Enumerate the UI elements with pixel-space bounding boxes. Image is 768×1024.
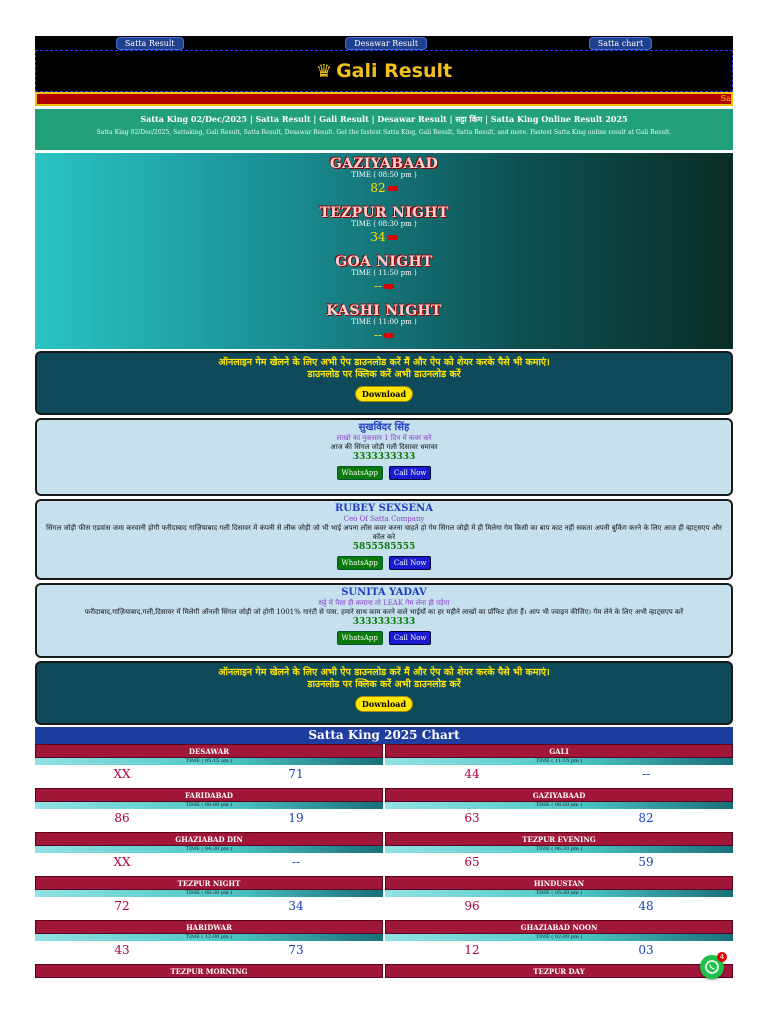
yesterday-result: 86 — [114, 811, 130, 825]
yesterday-result: 43 — [114, 943, 130, 957]
chart-cell-haridwar — [35, 920, 383, 964]
game-name[interactable]: FARIDABAD — [35, 788, 383, 802]
ad-line-2: डाउनलोड पर क्लिक करें अभी डाउनलोड करें — [307, 679, 461, 690]
game-time: TIME ( 05:30 pm ) — [385, 890, 733, 897]
top-nav — [35, 36, 733, 50]
result-value: -- — [373, 328, 383, 342]
today-result: -- — [291, 855, 301, 869]
download-ad-bottom — [35, 661, 733, 725]
result-value: 34 — [370, 230, 386, 244]
agent-tagline: लाखो का नुकसान 1 दिन में कवर करे — [336, 434, 432, 442]
game-name[interactable]: GHAZIABAD DIN — [35, 832, 383, 846]
game-name[interactable]: TEZPUR DAY — [385, 964, 733, 978]
today-result: 34 — [288, 899, 304, 913]
yesterday-result: 44 — [464, 767, 480, 781]
result-time: TIME ( 11:50 pm ) — [351, 269, 417, 277]
chart-cell-tezpur-evening — [385, 832, 733, 876]
chart-cell-desawar — [35, 744, 383, 788]
logo-bar — [35, 50, 733, 92]
agent-card-sukhwinder — [35, 418, 733, 496]
game-name[interactable]: TEZPUR NIGHT — [35, 876, 383, 890]
ad-line-1: ऑनलाइन गेम खेलने के लिए अभी ऐप डाउनलोड करें मैं और ऐप को शेयर करके पैसे भी कमाएं। — [218, 667, 550, 678]
whatsapp-float-button[interactable] — [700, 955, 724, 979]
today-result: 19 — [288, 811, 304, 825]
game-time: TIME ( 04:30 pm ) — [35, 846, 383, 853]
yesterday-result: XX — [113, 767, 131, 781]
chart-cell-gaziyabaad — [385, 788, 733, 832]
whatsapp-button[interactable]: WhatsApp — [337, 631, 383, 645]
download-button[interactable]: Download — [355, 696, 413, 712]
result-goa-night — [35, 251, 733, 300]
game-name[interactable]: DESAWAR — [35, 744, 383, 758]
game-name[interactable]: TEZPUR MORNING — [35, 964, 383, 978]
yesterday-result: 65 — [464, 855, 480, 869]
today-result: -- — [641, 767, 651, 781]
yesterday-result: XX — [113, 855, 131, 869]
result-name: GOA NIGHT — [335, 254, 433, 270]
game-time: TIME ( 11:55 pm ) — [385, 758, 733, 765]
chart-cell-ghaziabad-noon — [385, 920, 733, 964]
marquee-bar — [35, 92, 733, 106]
today-result: 59 — [638, 855, 654, 869]
call-now-button[interactable]: Call Now — [389, 466, 432, 480]
result-tezpur-night — [35, 202, 733, 251]
today-result: 48 — [638, 899, 654, 913]
today-result: 82 — [638, 811, 654, 825]
agent-description: सिंगल जोड़ी फीस एडवांस जमा करवानी होगी फरीदाबाद गाज़ियाबाद गली दिसावर में कंपनी से लीक जोड़ी जो भी भाई अपना लॉस कवर करना चाहते हो गेम सिंगल जोड़ी में ही मिलेगा गेम किसी का बाप काट नहीं सकता अपनी बुकिंग करने के लिए आज ही व्हाट्सएप और कॉल करे — [46, 524, 722, 541]
game-name[interactable]: TEZPUR EVENING — [385, 832, 733, 846]
whatsapp-button[interactable]: WhatsApp — [337, 556, 383, 570]
ad-line-1: ऑनलाइन गेम खेलने के लिए अभी ऐप डाउनलोड करें मैं और ऐप को शेयर करके पैसे भी कमाएं। — [218, 357, 550, 368]
agent-name: RUBEY SEXSENA — [334, 503, 434, 514]
result-time: TIME ( 08:50 pm ) — [351, 171, 417, 179]
game-time: TIME ( 02:00 pm ) — [385, 934, 733, 941]
yesterday-result: 72 — [114, 899, 130, 913]
result-time: TIME ( 08:30 pm ) — [351, 220, 417, 228]
today-result: 73 — [288, 943, 304, 957]
game-name[interactable]: GAZIYABAAD — [385, 788, 733, 802]
today-result: 71 — [288, 767, 304, 781]
result-gaziyabaad — [35, 153, 733, 202]
chart-cell-ghaziabad-din — [35, 832, 383, 876]
crown-icon: ♛ — [315, 60, 333, 82]
result-kashi-night — [35, 300, 733, 349]
nav-desawar-result[interactable]: Desawar Result — [345, 37, 427, 50]
chart-cell-faridabad — [35, 788, 383, 832]
site-logo[interactable] — [316, 60, 452, 82]
info-headline: Satta King 02/Dec/2025 | Satta Result | Gali Result | Desawar Result | सट्टा किंग | Satta King Online Result 2025 — [140, 114, 628, 124]
game-time: TIME ( 06:00 pm ) — [35, 802, 383, 809]
chart-cell-tezpur-morning — [35, 964, 383, 978]
result-name: GAZIYABAAD — [329, 156, 439, 172]
chart-cell-tezpur-night — [35, 876, 383, 920]
agent-name: सुखविंदर सिंह — [358, 422, 410, 433]
agent-tagline: Ceo Of Satta Company — [343, 515, 425, 523]
call-now-button[interactable]: Call Now — [389, 631, 432, 645]
agent-tagline: सट्टे में पैसा ही कमाना तो LEAK गेम लेना ही पड़ेगा — [318, 599, 450, 607]
ad-line-2: डाउनलोड पर क्लिक करें अभी डाउनलोड करें — [307, 369, 461, 380]
result-value: -- — [373, 279, 383, 293]
info-band — [35, 109, 733, 150]
nav-satta-chart[interactable]: Satta chart — [589, 37, 652, 50]
chart-cell-hindustan — [385, 876, 733, 920]
yesterday-result: 96 — [464, 899, 480, 913]
logo-text: Gali Result — [336, 60, 453, 82]
game-time: TIME ( 08:30 pm ) — [35, 890, 383, 897]
game-name[interactable]: GHAZIABAD NOON — [385, 920, 733, 934]
agent-card-rubey — [35, 499, 733, 580]
yesterday-result: 63 — [464, 811, 480, 825]
new-badge-icon — [388, 235, 398, 240]
yesterday-result: 12 — [464, 943, 480, 957]
new-badge-icon — [384, 284, 394, 289]
result-name: KASHI NIGHT — [326, 303, 442, 319]
download-ad-top — [35, 351, 733, 415]
result-value: 82 — [370, 181, 386, 195]
game-time: TIME ( 12:00 pm ) — [35, 934, 383, 941]
agent-card-sunita — [35, 583, 733, 658]
nav-satta-result[interactable]: Satta Result — [116, 37, 184, 50]
agent-phone: 3333333333 — [352, 617, 416, 627]
download-button[interactable]: Download — [355, 386, 413, 402]
whatsapp-button[interactable]: WhatsApp — [337, 466, 383, 480]
marquee-text: Sa — [720, 94, 731, 103]
agent-description: फरीदाबाद,गाज़ियाबाद,गली,दिसावर में मिलेगी ऑनली सिंगल जोड़ी जो होगी 1001% गारंटी से पास. हमारे साथ काम करने वाले भाईयों का हर महीने लाखों का प्रॉफिट होता हैं। आप भी ज्वाइन कीजिए। गेम लेने के लिए अभी व्हाट्सएप करें — [84, 608, 684, 616]
game-time: TIME ( 08:50 pm ) — [385, 802, 733, 809]
today-result: 03 — [638, 943, 654, 957]
agent-phone: 5855585555 — [352, 542, 416, 552]
game-time: TIME ( 06:30 pm ) — [385, 846, 733, 853]
chart-cell-tezpur-day — [385, 964, 733, 978]
info-subtext: Satta King 02/Dec/2025, Sattaking, Gali Result, Satta Result, Desawar Result. Get the fastest Satta King, Gali Result, Satta Result, and more. Fastest Satta King online result at Gali Result. — [96, 129, 672, 136]
game-time: TIME ( 05:15 am ) — [35, 758, 383, 765]
agent-name: SUNITA YADAV — [341, 587, 427, 598]
game-name[interactable]: GALI — [385, 744, 733, 758]
game-name[interactable]: HINDUSTAN — [385, 876, 733, 890]
call-now-button[interactable]: Call Now — [389, 556, 432, 570]
game-name[interactable]: HARIDWAR — [35, 920, 383, 934]
notification-badge: 4 — [717, 952, 727, 962]
chart-grid — [35, 744, 733, 978]
chart-cell-gali — [385, 744, 733, 788]
new-badge-icon — [388, 186, 398, 191]
agent-phone: 3333333333 — [352, 452, 416, 462]
new-badge-icon — [384, 333, 394, 338]
result-name: TEZPUR NIGHT — [319, 205, 449, 221]
live-results — [35, 153, 733, 349]
result-time: TIME ( 11:00 pm ) — [351, 318, 417, 326]
chart-title: Satta King 2025 Chart — [35, 727, 733, 744]
agent-description: आज की सिंगल जोड़ी गली दिसावर धमाका — [330, 443, 438, 451]
